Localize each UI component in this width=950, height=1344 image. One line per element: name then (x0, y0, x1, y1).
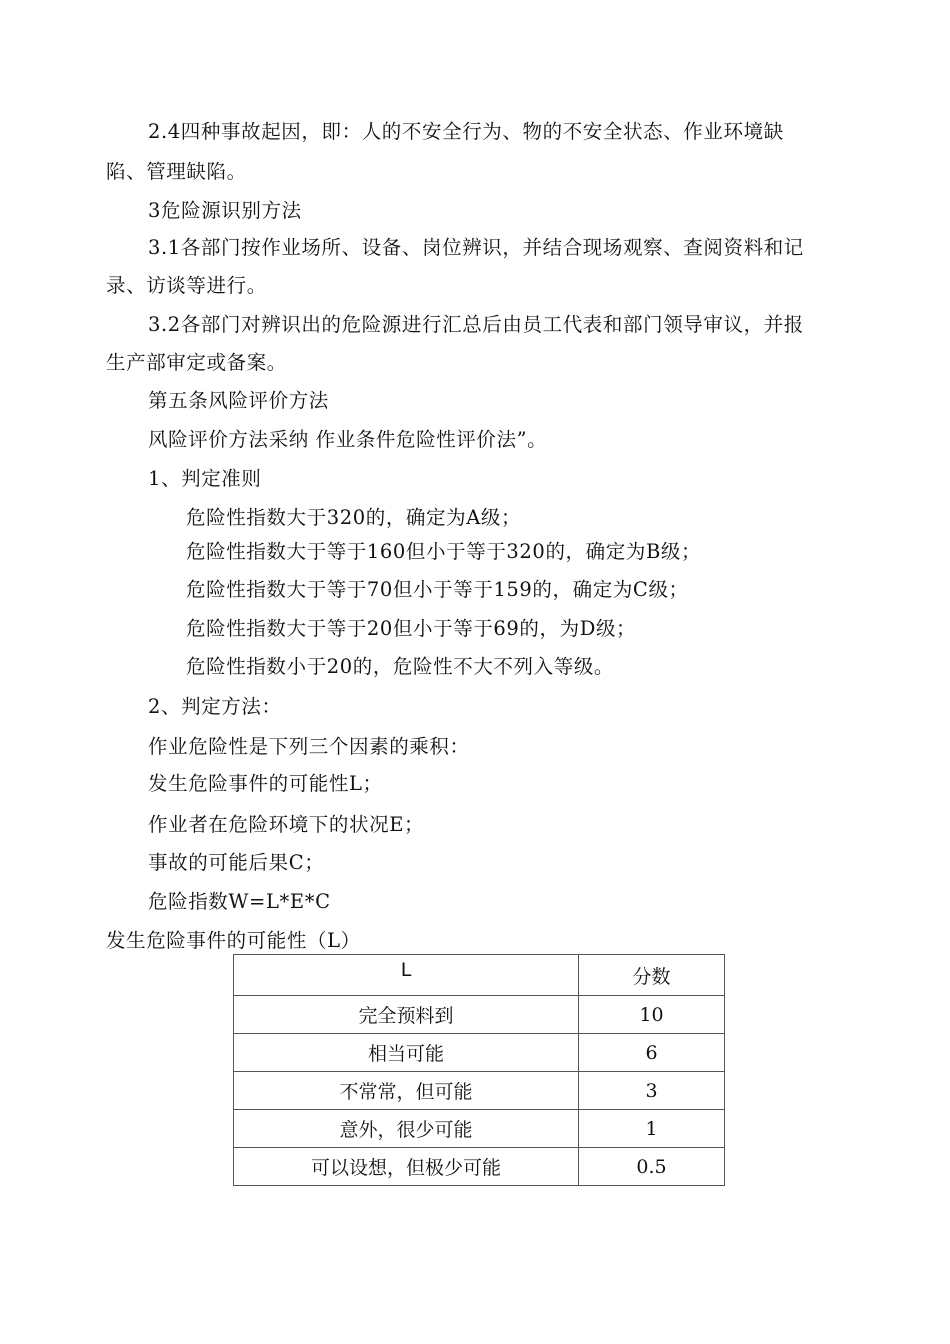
table-cell-label: 可以设想，但极少可能 (234, 1148, 579, 1186)
table-cell-score: 3 (579, 1072, 725, 1110)
criteria-item: 危险性指数小于20的，危险性不大不列入等级。 (186, 655, 615, 678)
paragraph-line: 3.2各部门对辨识出的危险源进行汇总后由员工代表和部门领导审议，并报 (148, 313, 804, 336)
section-heading: 3危险源识别方法 (148, 199, 302, 222)
table-cell-score: 6 (579, 1034, 725, 1072)
table-cell-label: 不常常，但可能 (234, 1072, 579, 1110)
table-row (234, 1072, 725, 1110)
table-row (234, 1034, 725, 1072)
criteria-item: 危险性指数大于等于20但小于等于69的，为D级； (186, 617, 637, 640)
formula-line: 危险指数W=L*E*C (148, 890, 331, 913)
list-heading: 1、判定准则 (148, 467, 262, 490)
table-cell-label: 意外，很少可能 (234, 1110, 579, 1148)
paragraph-line: 2.4四种事故起因，即：人的不安全行为、物的不安全状态、作业环境缺 (148, 120, 784, 143)
paragraph-line: 事故的可能后果C； (148, 851, 325, 874)
paragraph-line: 风险评价方法采纳 作业条件危险性评价法”。 (148, 428, 548, 451)
paragraph-line: 作业危险性是下列三个因素的乘积： (148, 735, 470, 758)
table-cell-score: 1 (579, 1110, 725, 1148)
table-cell-score: 10 (579, 996, 725, 1034)
table-row (234, 1148, 725, 1186)
table-cell-score: 0.5 (579, 1148, 725, 1186)
table-row (234, 1110, 725, 1148)
likelihood-table (233, 954, 725, 1186)
criteria-item: 危险性指数大于320的，确定为A级； (186, 506, 522, 529)
paragraph-line: 生产部审定或备案。 (106, 351, 287, 374)
header-cell-score: 分数 (579, 955, 725, 996)
paragraph-line: 陷、管理缺陷。 (106, 160, 247, 183)
table-cell-label: 完全预料到 (234, 996, 579, 1034)
table-caption: 发生危险事件的可能性（L） (106, 929, 361, 952)
paragraph-line: 3.1各部门按作业场所、设备、岗位辨识，并结合现场观察、查阅资料和记 (148, 236, 804, 259)
paragraph-line: 作业者在危险环境下的状况E； (148, 813, 425, 836)
section-heading: 第五条风险评价方法 (148, 389, 329, 412)
table-header-row (234, 955, 725, 996)
criteria-item: 危险性指数大于等于70但小于等于159的，确定为C级； (186, 578, 689, 601)
table-row (234, 996, 725, 1034)
header-cell-l: L (234, 955, 579, 996)
list-heading: 2、判定方法： (148, 695, 282, 718)
criteria-item: 危险性指数大于等于160但小于等于320的，确定为B级； (186, 540, 702, 563)
table-cell-label: 相当可能 (234, 1034, 579, 1072)
paragraph-line: 发生危险事件的可能性L； (148, 772, 383, 795)
paragraph-line: 录、访谈等进行。 (106, 274, 267, 297)
